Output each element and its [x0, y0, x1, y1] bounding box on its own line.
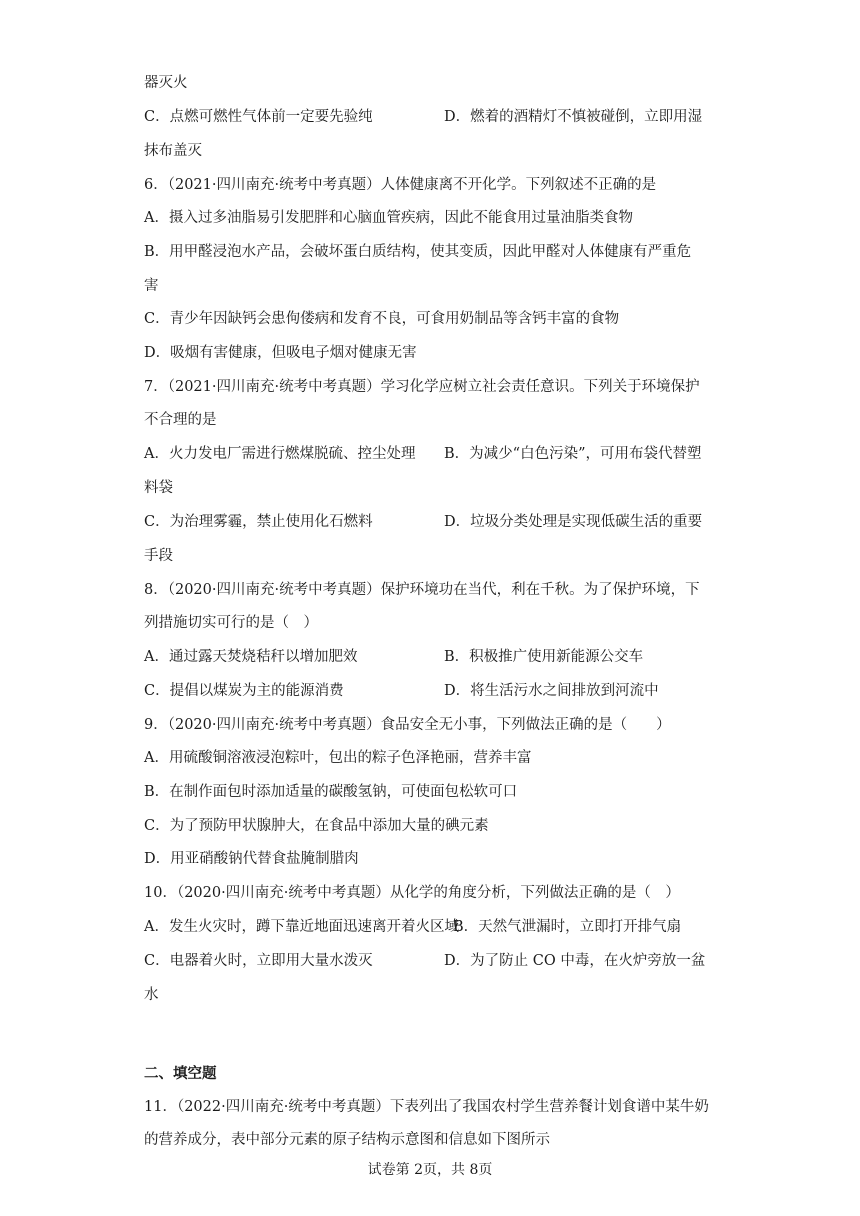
option-a: A．用硫酸铜溶液浸泡粽叶，包出的粽子色泽艳丽，营养丰富 — [144, 750, 532, 766]
option-c: C．为了预防甲状腺肿大，在食品中添加大量的碘元素 — [144, 818, 489, 834]
question-10: 10．（2020·四川南充·统考中考真题）从化学的角度分析，下列做法正确的是（ ） — [144, 885, 680, 901]
option-d: D．垃圾分类处理是实现低碳生活的重要 — [444, 514, 703, 530]
option-a: A．通过露天焚烧秸秆以增加肥效 — [144, 649, 358, 665]
text-line: 器灭火 — [144, 75, 188, 91]
question-9: 9．（2020·四川南充·统考中考真题）食品安全无小事，下列做法正确的是（ ） — [144, 717, 671, 733]
option-c: C．提倡以煤炭为主的能源消费 — [144, 683, 344, 699]
text-line: 水 — [144, 987, 159, 1003]
question-8: 8．（2020·四川南充·统考中考真题）保护环境功在当代，利在千秋。为了保护环境，下 — [144, 582, 700, 598]
text-line: 料袋 — [144, 480, 173, 496]
option-a: A．发生火灾时，蹲下靠近地面迅速离开着火区域 — [144, 919, 459, 935]
option-d: D．用亚硝酸钠代替食盐腌制腊肉 — [144, 851, 359, 867]
option-b: B．积极推广使用新能源公交车 — [444, 649, 644, 665]
option-c: C．点燃可燃性气体前一定要先验纯 — [144, 109, 373, 125]
text-line: 不合理的是 — [144, 412, 217, 428]
option-d: D．吸烟有害健康，但吸电子烟对健康无害 — [144, 345, 417, 361]
option-c: C．为治理雾霾，禁止使用化石燃料 — [144, 514, 373, 530]
option-d: D．将生活污水之间排放到河流中 — [444, 683, 659, 699]
section-title: 二、填空题 — [144, 1065, 217, 1082]
question-6: 6．（2021·四川南充·统考中考真题）人体健康离不开化学。下列叙述不正确的是 — [144, 177, 657, 193]
text-line: 列措施切实可行的是（ ） — [144, 615, 318, 631]
option-b: B．为减少“白色污染”，可用布袋代替塑 — [444, 446, 702, 462]
page-footer: 试卷第 2页，共 8页 — [367, 1162, 493, 1178]
text-line: 害 — [144, 278, 159, 294]
text-line: 的营养成分，表中部分元素的原子结构示意图和信息如下图所示 — [144, 1132, 550, 1148]
option-d: D．燃着的酒精灯不慎被碰倒，立即用湿 — [444, 109, 703, 125]
option-d: D．为了防止 CO 中毒，在火炉旁放一盆 — [444, 953, 706, 969]
option-c: C．电器着火时，立即用大量水泼灭 — [144, 953, 373, 969]
text-line: 抹布盖灭 — [144, 143, 202, 159]
text-line: 手段 — [144, 548, 173, 564]
option-b: B．天然气泄漏时，立即打开排气扇 — [453, 919, 682, 935]
question-7: 7．（2021·四川南充·统考中考真题）学习化学应树立社会责任意识。下列关于环境保护 — [144, 379, 700, 395]
option-c: C．青少年因缺钙会患佝偻病和发育不良，可食用奶制品等含钙丰富的食物 — [144, 311, 620, 327]
option-a: A．火力发电厂需进行燃煤脱硫、控尘处理 — [144, 446, 416, 462]
question-11: 11．（2022·四川南充·统考中考真题）下表列出了我国农村学生营养餐计划食谱中某牛奶 — [144, 1099, 709, 1115]
option-b: B．在制作面包时添加适量的碳酸氢钠，可使面包松软可口 — [144, 784, 518, 800]
option-a: A．摄入过多油脂易引发肥胖和心脑血管疾病，因此不能食用过量油脂类食物 — [144, 210, 633, 226]
option-b: B．用甲醛浸泡水产品，会破坏蛋白质结构，使其变质，因此甲醛对人体健康有严重危 — [144, 244, 692, 260]
